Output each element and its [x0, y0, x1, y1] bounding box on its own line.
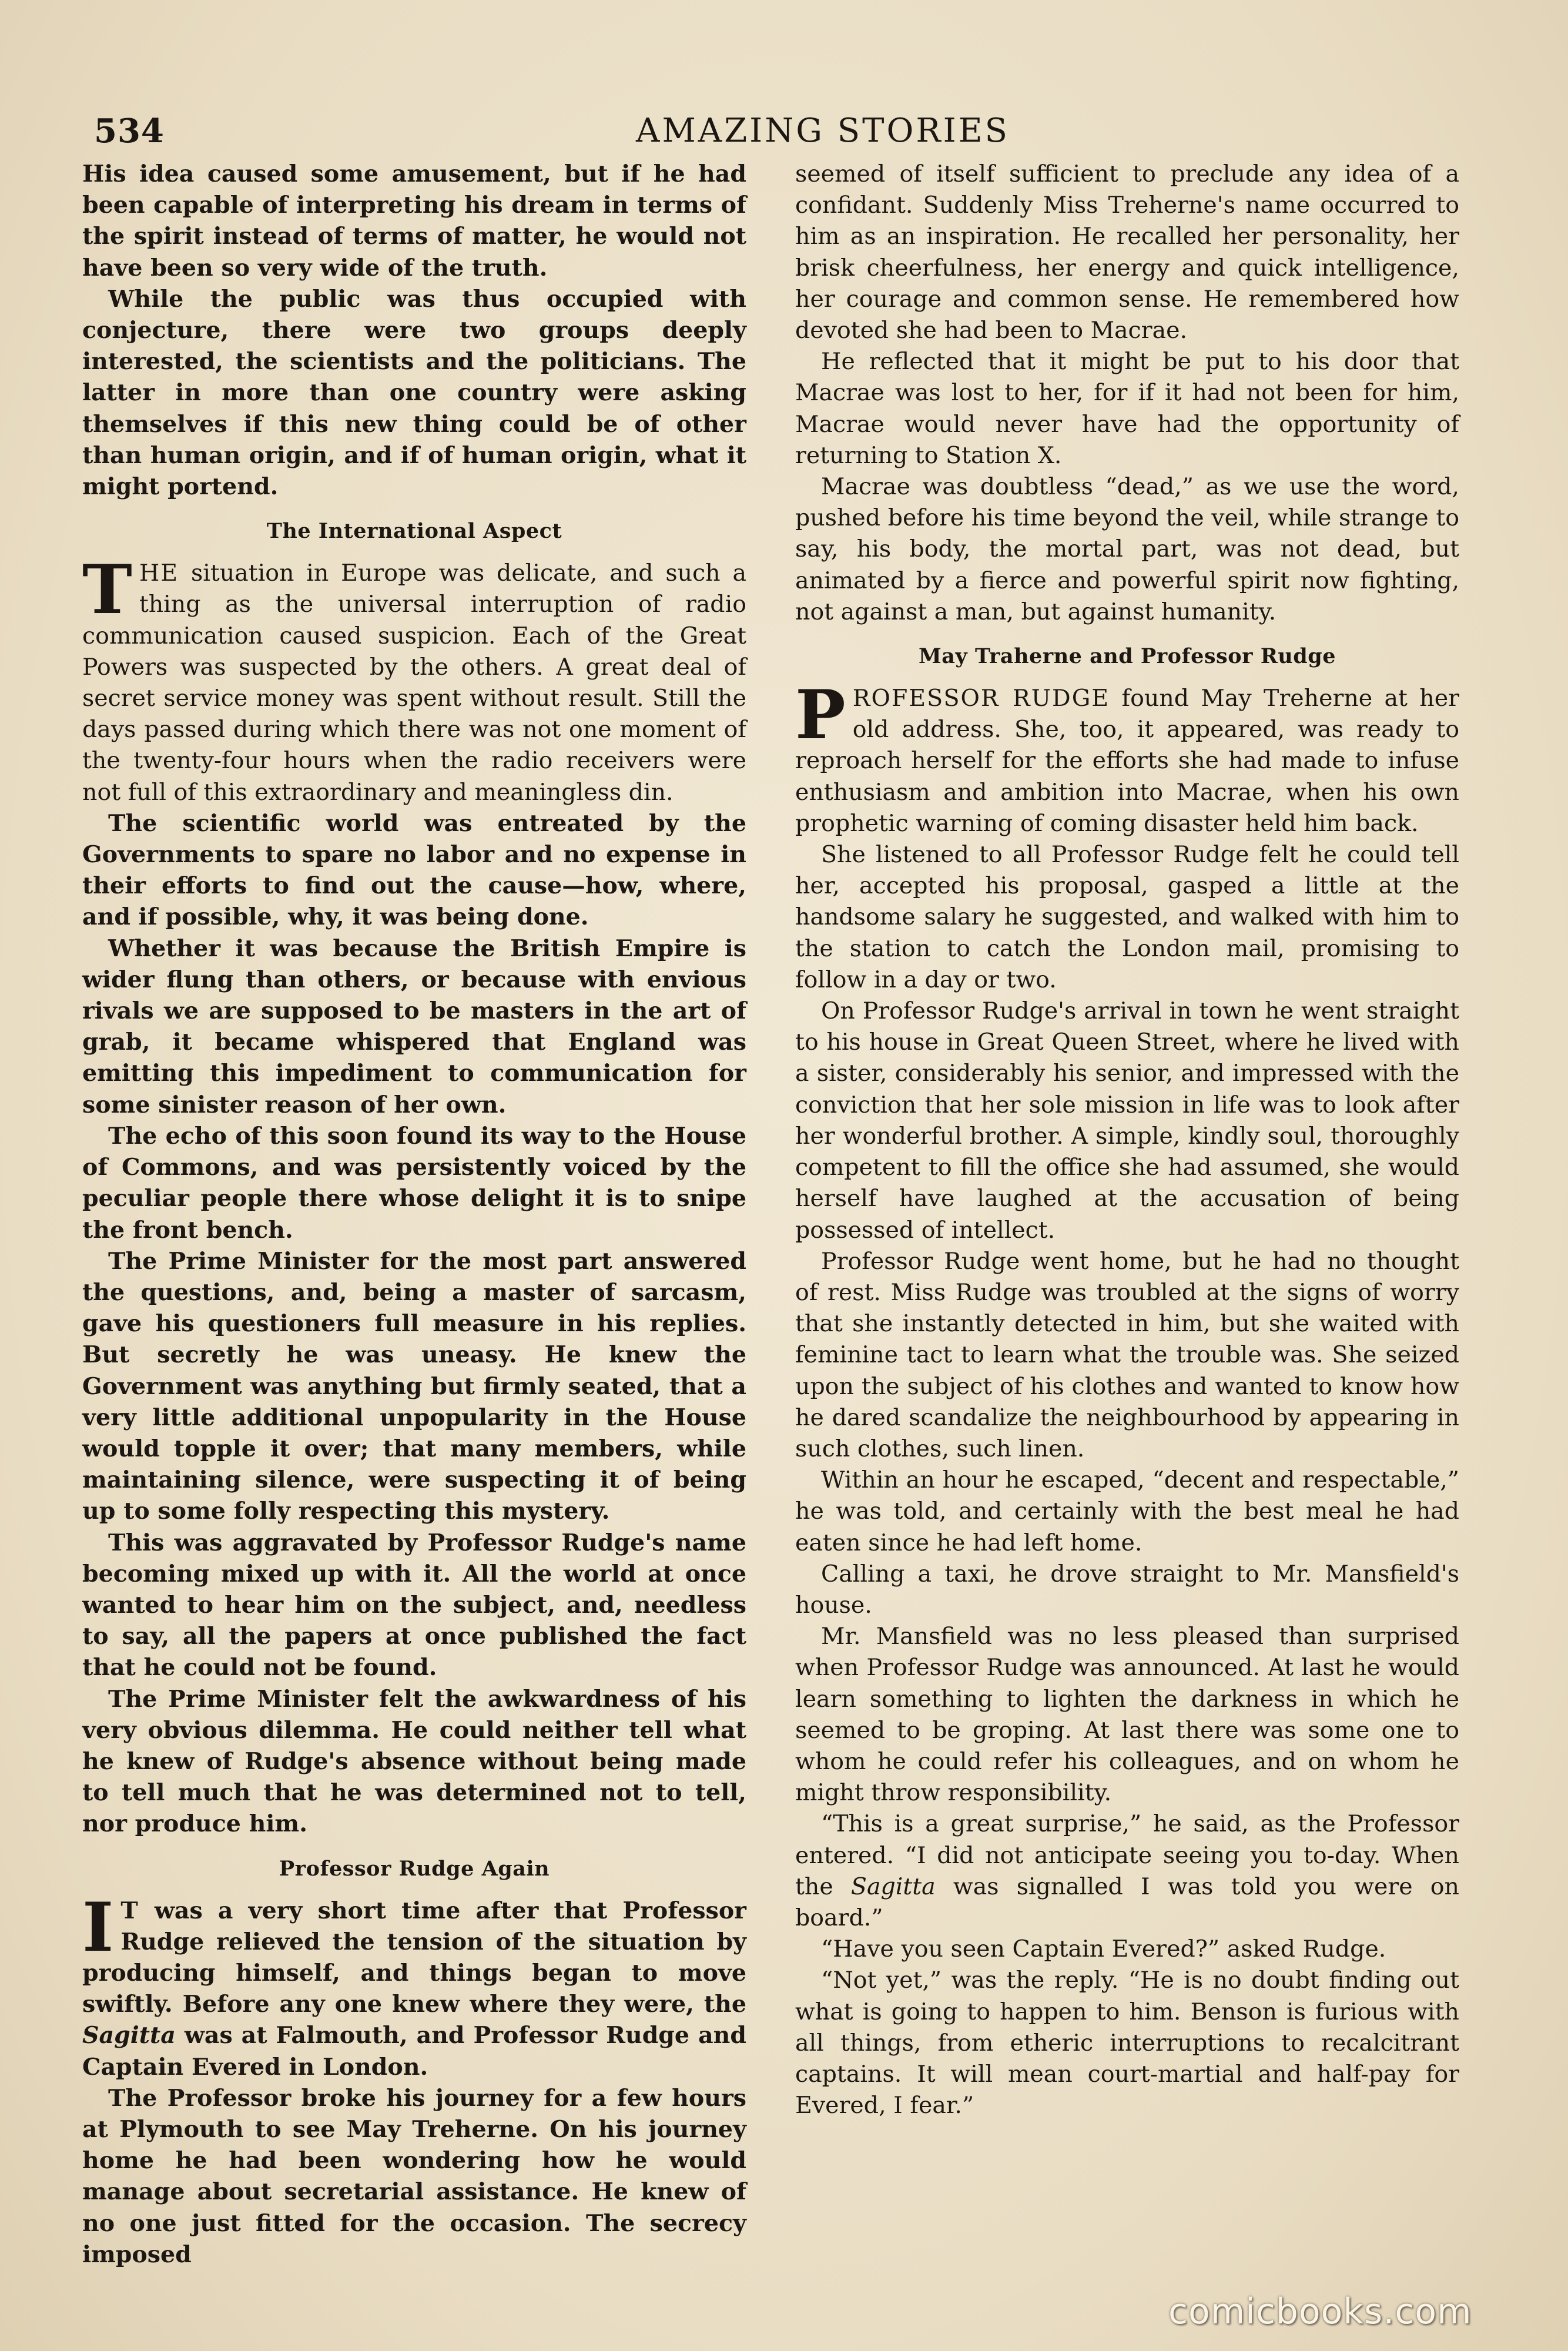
- paragraph: The Prime Minister for the most part answered the questions, and, being a master of sarcasm, gave his questioners full measure in his replies. But secretly he was uneasy. He knew the Government was anything but firmly seated, that a very little additional unpopularity in the House would topple it over; that many members, while maintaining silence, were suspecting it of being up to some folly respecting this mystery.: [82, 1247, 746, 1525]
- paragraph: Macrae was doubtless “dead,” as we use the word, pushed before his time beyond the veil, while strange to say, his body, the mortal part, was not dead, but animated by a fierce and powerful spirit now fighting, not against a man, but against humanity.: [795, 473, 1459, 625]
- drop-cap: P: [795, 675, 846, 755]
- paragraph: Whether it was because the British Empire is wider flung than others, or because with envious rivals we are supposed to be masters in the art of grab, it became whispered that England was emitting this impediment to communication for some sinister reason of her own.: [82, 935, 746, 1118]
- small-caps-lead: T: [120, 1897, 139, 1924]
- paragraph: On Professor Rudge's arrival in town he went straight to his house in Great Queen Street, where he lived with a sister, considerably his senior, and impressed with the conviction that her sole mission in life was to look after her wonderful brother. A simple, kindly soul, thoroughly competent to fill the office she had assumed, she would herself have laughed at the accusation of being possessed of intellect.: [795, 997, 1459, 1244]
- paragraph-dropcap: [795, 675, 1459, 839]
- page-number: 534: [94, 112, 165, 150]
- drop-cap: I: [82, 1887, 114, 1967]
- watermark: comicbooks.com: [1168, 2291, 1472, 2332]
- paragraph: seemed of itself sufficient to preclude any idea of a confidant. Suddenly Miss Treherne's name occurred to him as an inspiration. He recalled her personality, her brisk cheerfulness, her energy and quick intelligence, her courage and common sense. He remembered how devoted she had been to Macrae.: [795, 160, 1459, 344]
- left-column: [82, 159, 746, 2270]
- paragraph-text: was at Falmouth, and Professor Rudge and Captain Evered in London.: [82, 2022, 746, 2081]
- paragraph-text: “This is a great surprise,” he said, as the Professor entered. “I did not anticipate seeing you to-day. When the: [795, 1810, 1459, 1900]
- section-heading: May Traherne and Professor Rudge: [919, 644, 1336, 669]
- ship-name: Sagitta: [82, 2022, 176, 2049]
- paragraph-text: situation in Europe was delicate, and such a thing as the universal interruption of radio communication caused suspicion. Each of the Great Powers was suspected by the others. A great deal of secret service money was spent without result. Still the days passed during which there was not one moment of the twenty-four hours when the radio receivers were not full of this extraordinary and meaningless din.: [82, 560, 746, 806]
- paragraph: The echo of this soon found its way to the House of Commons, and was persistently voiced by the peculiar people there whose delight it is to snipe the front bench.: [82, 1122, 746, 1244]
- small-caps-lead: HE: [139, 560, 179, 587]
- paragraph: The Prime Minister felt the awkwardness of his very obvious dilemma. He could neither tell what he knew of Rudge's absence without being made to tell much that he was determined not to tell, nor produce him.: [82, 1685, 746, 1838]
- paragraph: Professor Rudge went home, but he had no thought of rest. Miss Rudge was troubled at the signs of worry that she instantly detected in him, but she waited with feminine tact to learn what the trouble was. She seized upon the subject of his clothes and wanted to know how he dared scandalize the neighbourhood by appearing in such clothes, such linen.: [795, 1247, 1459, 1462]
- section-heading: Professor Rudge Again: [279, 1856, 550, 1881]
- paragraph: [795, 1809, 1459, 1934]
- paragraph: He reflected that it might be put to his door that Macrae was lost to her, for if it had not been for him, Macrae would never have had the opportunity of returning to Station X.: [795, 348, 1459, 469]
- page-header: [94, 112, 1505, 165]
- paragraph: “Have you seen Captain Evered?” asked Rudge.: [821, 1935, 1386, 1963]
- paragraph: His idea caused some amusement, but if he had been capable of interpreting his dream in terms of the spirit instead of terms of matter, he would not have been so very wide of the truth.: [82, 160, 746, 282]
- drop-cap: T: [82, 550, 132, 629]
- paragraph: Mr. Mansfield was no less pleased than surprised when Professor Rudge was announced. At last he would learn something to lighten the darkness in which he seemed to be groping. At last there was some one to whom he could refer his colleagues, and on whom he might throw responsibility.: [795, 1623, 1459, 1807]
- paragraph: This was aggravated by Professor Rudge's name becoming mixed up with it. All the world at once wanted to hear him on the subject, and, needless to say, all the papers at once published the fact that he could not be found.: [82, 1529, 746, 1682]
- section-heading: The International Aspect: [266, 519, 562, 544]
- paragraph: She listened to all Professor Rudge felt he could tell her, accepted his proposal, gasped a little at the handsome salary he suggested, and walked with him to the station to catch the London mail, promising to follow in a day or two.: [795, 841, 1459, 993]
- paragraph: The scientific world was entreated by the Governments to spare no labor and no expense in their efforts to find out the cause—how, where, and if possible, why, it was being done.: [82, 809, 746, 931]
- paragraph-dropcap: [82, 550, 746, 808]
- running-title: AMAZING STORIES: [636, 112, 1010, 150]
- paragraph-text: found May Treherne at her old address. She, too, it appeared, was ready to reproach herself for the efforts she had made to infuse enthusiasm and ambition into Macrae, when his own prophetic warning of coming disaster held him back.: [795, 685, 1459, 837]
- right-column: [795, 159, 1459, 2121]
- paragraph: Within an hour he escaped, “decent and respectable,” he was told, and certainly with the best meal he had eaten since he had left home.: [795, 1466, 1459, 1556]
- paragraph: The Professor broke his journey for a few hours at Plymouth to see May Treherne. On his journey home he had been wondering how he would manage about secretarial assistance. He knew of no one just fitted for the occasion. The secrecy imposed: [82, 2084, 746, 2268]
- ship-name: Sagitta: [850, 1873, 936, 1900]
- paragraph: “Not yet,” was the reply. “He is no doubt finding out what is going to happen to him. Benson is furious with all things, from etheric interruptions to recalcitrant captains. It will mean court-martial and half-pay for Evered, I fear.”: [795, 1967, 1459, 2119]
- paragraph: Calling a taxi, he drove straight to Mr. Mansfield's house.: [795, 1560, 1459, 1619]
- small-caps-lead: ROFESSOR RUDGE: [852, 685, 1110, 712]
- paragraph-text: was signalled I was told you were on board.”: [795, 1873, 1459, 1931]
- paragraph: While the public was thus occupied with conjecture, there were two groups deeply interested, the scientists and the politicians. The latter in more than one country were asking themselves if this new thing could be of other than human origin, and if of human origin, what it might portend.: [82, 285, 746, 501]
- paragraph-dropcap: [82, 1887, 746, 2083]
- paragraph-text: was a very short time after that Professor Rudge relieved the tension of the situation by producing himself, and things began to move swiftly. Before any one knew where they were, the: [82, 1897, 746, 2018]
